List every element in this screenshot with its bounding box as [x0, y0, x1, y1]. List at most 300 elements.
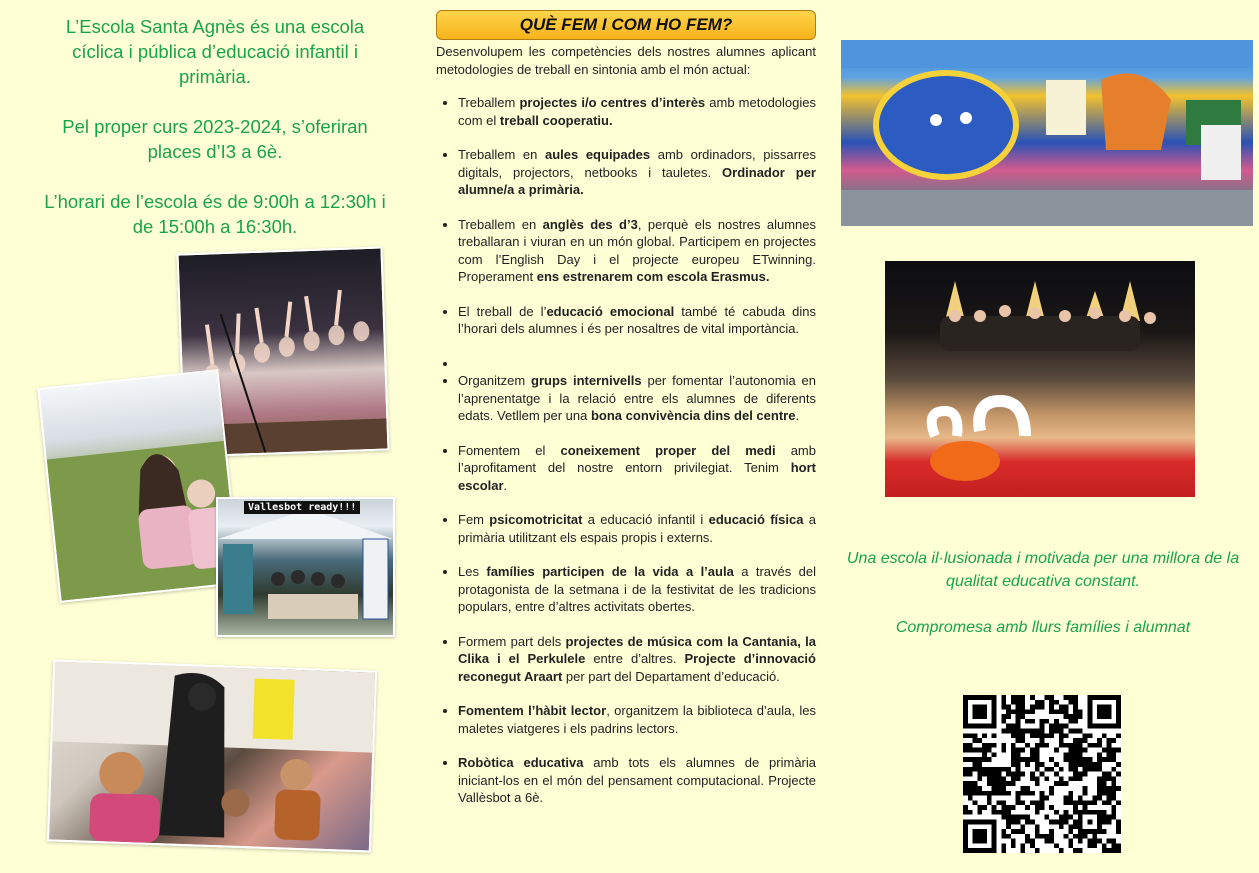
qr-module — [1011, 757, 1016, 762]
qr-module — [1116, 762, 1121, 767]
qr-module — [1073, 824, 1078, 829]
school-schedule-text: L’horari de l’escola és de 9:00h a 12:30h i de 15:00h a 16:30h. — [44, 191, 386, 237]
qr-module — [1020, 824, 1025, 829]
qr-module — [1073, 776, 1078, 781]
qr-module — [1006, 767, 1011, 772]
christmas-illustration — [885, 261, 1195, 497]
qr-module — [1116, 772, 1121, 777]
qr-module — [1064, 695, 1069, 700]
qr-module — [1083, 834, 1088, 839]
activity-text: amb l’aprofitament del nostre entorn privilegiat. Tenim — [458, 442, 816, 475]
qr-module — [977, 738, 982, 743]
qr-module — [1083, 757, 1088, 762]
garden-photo — [37, 369, 241, 603]
qr-module — [1073, 738, 1078, 743]
activity-item — [458, 372, 816, 425]
qr-module — [1016, 714, 1021, 719]
qr-module — [1111, 738, 1116, 743]
qr-module — [1107, 752, 1112, 757]
qr-module — [1011, 843, 1016, 848]
qr-module — [1016, 738, 1021, 743]
activity-highlight: grups internivells — [531, 373, 642, 388]
qr-module — [992, 810, 997, 815]
qr-module — [1107, 800, 1112, 805]
qr-module — [1035, 824, 1040, 829]
qr-module — [1107, 776, 1112, 781]
qr-module — [1035, 767, 1040, 772]
qr-code[interactable] — [963, 695, 1121, 853]
qr-module — [1097, 791, 1102, 796]
qr-module — [1025, 786, 1030, 791]
qr-module — [1006, 705, 1011, 710]
qr-module — [987, 791, 992, 796]
qr-module — [1001, 843, 1006, 848]
qr-module — [1116, 748, 1121, 753]
qr-module — [982, 752, 987, 757]
qr-module — [1001, 781, 1006, 786]
qr-module — [1011, 839, 1016, 844]
qr-module — [1030, 709, 1035, 714]
qr-module — [977, 767, 982, 772]
qr-module — [1116, 829, 1121, 834]
qr-module — [1064, 796, 1069, 801]
qr-module — [1030, 752, 1035, 757]
qr-module — [1049, 733, 1054, 738]
qr-module — [1040, 738, 1045, 743]
qr-module — [1073, 729, 1078, 734]
activity-item — [458, 754, 816, 807]
qr-module — [1059, 819, 1064, 824]
qr-module — [1073, 700, 1078, 705]
qr-module — [992, 776, 997, 781]
qr-module — [1059, 709, 1064, 714]
qr-module — [1073, 772, 1078, 777]
qr-module — [1020, 748, 1025, 753]
qr-module — [997, 786, 1002, 791]
activity-highlight: treball cooperatiu. — [499, 112, 613, 128]
school-places-text: Pel proper curs 2023-2024, s’oferiran places d’I3 a 6è. — [62, 116, 368, 162]
qr-module — [1049, 829, 1054, 834]
qr-finder-module — [1097, 705, 1111, 719]
qr-module — [1064, 705, 1069, 710]
qr-module — [1006, 819, 1011, 824]
qr-module — [1078, 743, 1083, 748]
qr-module — [1016, 762, 1021, 767]
qr-module — [1001, 695, 1006, 700]
qr-module — [1054, 748, 1059, 753]
qr-module — [1116, 848, 1121, 853]
qr-module — [1087, 843, 1092, 848]
vallesbot-caption: Vallesbot ready!!! — [244, 501, 360, 514]
qr-module — [1025, 839, 1030, 844]
qr-module — [1073, 714, 1078, 719]
qr-module — [1073, 752, 1078, 757]
activity-text: , organitzem la biblioteca d’aula, les maletes viatgeres i els padrins lectors. — [458, 703, 816, 736]
qr-module — [1111, 786, 1116, 791]
qr-module — [1035, 705, 1040, 710]
qr-module — [1068, 719, 1073, 724]
qr-module — [1020, 738, 1025, 743]
qr-module — [1001, 815, 1006, 820]
qr-module — [1016, 709, 1021, 714]
qr-module — [968, 767, 973, 772]
qr-module — [1049, 709, 1054, 714]
activities-section — [436, 10, 816, 824]
qr-module — [1001, 810, 1006, 815]
qr-module — [1030, 791, 1035, 796]
activity-text: Treballem — [458, 95, 520, 110]
qr-module — [1107, 819, 1112, 824]
activity-highlight: coneixement proper del medi — [560, 442, 776, 458]
qr-module — [1011, 815, 1016, 820]
qr-module — [1102, 733, 1107, 738]
qr-module — [1054, 719, 1059, 724]
qr-module — [1073, 810, 1078, 815]
qr-module — [1044, 776, 1049, 781]
qr-module — [1011, 695, 1016, 700]
qr-module — [1006, 834, 1011, 839]
activity-item — [458, 303, 816, 338]
qr-module — [1107, 848, 1112, 853]
qr-module — [1078, 800, 1083, 805]
qr-module — [1102, 848, 1107, 853]
qr-module — [992, 733, 997, 738]
qr-module — [1020, 800, 1025, 805]
qr-module — [1059, 815, 1064, 820]
qr-module — [1006, 729, 1011, 734]
qr-module — [1049, 839, 1054, 844]
qr-module — [1102, 781, 1107, 786]
qr-module — [1064, 752, 1069, 757]
qr-module — [982, 743, 987, 748]
qr-module — [1083, 767, 1088, 772]
activity-text: El treball de l’ — [458, 303, 547, 319]
qr-module — [1102, 800, 1107, 805]
activity-highlight: Fomentem l’hàbit lector — [458, 703, 607, 718]
qr-module — [1083, 805, 1088, 810]
qr-module — [1025, 743, 1030, 748]
activity-highlight: educació física — [708, 512, 804, 527]
qr-module — [1025, 791, 1030, 796]
qr-module — [1001, 700, 1006, 705]
qr-module — [1087, 743, 1092, 748]
qr-module — [1040, 700, 1045, 705]
qr-module — [1083, 791, 1088, 796]
qr-module — [1083, 733, 1088, 738]
qr-module — [1006, 815, 1011, 820]
qr-module — [1040, 729, 1045, 734]
qr-module — [1073, 757, 1078, 762]
qr-module — [997, 776, 1002, 781]
qr-module — [1083, 786, 1088, 791]
qr-module — [1078, 738, 1083, 743]
qr-module — [1030, 733, 1035, 738]
qr-module — [1064, 743, 1069, 748]
qr-module — [1102, 748, 1107, 753]
qr-module — [1016, 772, 1021, 777]
activity-item — [458, 563, 816, 616]
qr-module — [1020, 815, 1025, 820]
qr-module — [1068, 815, 1073, 820]
qr-module — [1068, 776, 1073, 781]
qr-module — [973, 800, 978, 805]
qr-module — [1073, 767, 1078, 772]
qr-module — [1083, 800, 1088, 805]
activities-intro: Desenvolupem les competències dels nostres alumnes aplicant metodologies de treball en sintonia amb el món actual: — [436, 44, 816, 77]
qr-module — [1097, 839, 1102, 844]
qr-module — [1097, 757, 1102, 762]
qr-module — [963, 733, 968, 738]
qr-module — [1011, 743, 1016, 748]
qr-module — [1011, 829, 1016, 834]
qr-module — [973, 738, 978, 743]
qr-module — [1116, 819, 1121, 824]
qr-module — [1059, 729, 1064, 734]
activity-highlight: projectes de música com la Cantania, la Clika i el Perkulele — [458, 633, 816, 666]
activity-item — [458, 94, 816, 129]
qr-module — [1001, 800, 1006, 805]
activity-text: a través del protagonista de la setmana i de la festivitat de les tradicions populars, entre d’altres activitats obertes. — [458, 564, 816, 614]
qr-module — [1054, 709, 1059, 714]
activity-text: amb tots els alumnes de primària iniciant-los en el món del pensament computacional. Projecte Vallèsbot a 6è. — [458, 755, 816, 805]
qr-module — [1030, 705, 1035, 710]
qr-module — [1049, 700, 1054, 705]
qr-module — [963, 810, 968, 815]
qr-module — [1049, 767, 1054, 772]
qr-module — [968, 733, 973, 738]
qr-module — [1111, 839, 1116, 844]
qr-module — [1102, 819, 1107, 824]
qr-module — [973, 762, 978, 767]
qr-module — [982, 757, 987, 762]
qr-module — [1001, 705, 1006, 710]
qr-module — [1078, 752, 1083, 757]
qr-module — [1011, 772, 1016, 777]
qr-module — [982, 791, 987, 796]
qr-module — [982, 767, 987, 772]
qr-module — [987, 772, 992, 777]
qr-module — [1107, 839, 1112, 844]
qr-module — [1073, 834, 1078, 839]
qr-module — [992, 805, 997, 810]
qr-module — [1107, 738, 1112, 743]
qr-module — [1102, 810, 1107, 815]
qr-module — [1087, 757, 1092, 762]
qr-module — [1001, 805, 1006, 810]
qr-module — [1064, 781, 1069, 786]
qr-module — [997, 767, 1002, 772]
qr-module — [1030, 695, 1035, 700]
qr-module — [1020, 714, 1025, 719]
qr-module — [963, 805, 968, 810]
activity-text: Treballem en — [458, 147, 545, 162]
qr-module — [1054, 781, 1059, 786]
qr-module — [973, 791, 978, 796]
qr-module — [1011, 709, 1016, 714]
activity-text: Fem — [458, 512, 490, 527]
qr-module — [1040, 719, 1045, 724]
qr-module — [1016, 757, 1021, 762]
qr-module — [1020, 757, 1025, 762]
qr-module — [1078, 848, 1083, 853]
qr-module — [987, 743, 992, 748]
qr-module — [997, 772, 1002, 777]
qr-module — [1035, 757, 1040, 762]
qr-module — [1025, 805, 1030, 810]
qr-module — [1068, 843, 1073, 848]
qr-module — [1035, 800, 1040, 805]
qr-module — [1097, 762, 1102, 767]
qr-module — [1068, 748, 1073, 753]
qr-module — [1025, 719, 1030, 724]
qr-module — [1064, 733, 1069, 738]
qr-module — [1001, 748, 1006, 753]
qr-module — [1059, 767, 1064, 772]
qr-module — [963, 781, 968, 786]
qr-module — [1016, 729, 1021, 734]
qr-module — [1030, 839, 1035, 844]
qr-module — [1111, 815, 1116, 820]
qr-module — [1035, 748, 1040, 753]
qr-module — [992, 752, 997, 757]
qr-module — [1020, 791, 1025, 796]
school-mural-photo — [841, 40, 1253, 226]
qr-module — [1068, 714, 1073, 719]
qr-module — [1078, 796, 1083, 801]
qr-module — [1025, 729, 1030, 734]
vallesbot-illustration — [218, 499, 393, 635]
qr-module — [1040, 805, 1045, 810]
qr-module — [1044, 834, 1049, 839]
qr-module — [1040, 772, 1045, 777]
qr-module — [1054, 810, 1059, 815]
qr-module — [982, 772, 987, 777]
qr-module — [1111, 810, 1116, 815]
qr-module — [1001, 786, 1006, 791]
activity-item — [458, 511, 816, 546]
qr-module — [1035, 729, 1040, 734]
qr-module — [1083, 738, 1088, 743]
activity-highlight: ens estrenarem com escola Erasmus. — [536, 269, 770, 284]
qr-module — [1011, 819, 1016, 824]
qr-module — [968, 748, 973, 753]
qr-module — [1068, 700, 1073, 705]
tagline-line1: Una escola il·lusionada i motivada per una millora de la qualitat educativa constant. — [846, 550, 1240, 590]
qr-module — [1040, 705, 1045, 710]
qr-module — [997, 781, 1002, 786]
activity-text: Les — [458, 564, 487, 579]
qr-module — [992, 767, 997, 772]
qr-module — [1078, 714, 1083, 719]
school-tagline — [841, 548, 1245, 664]
qr-module — [1030, 800, 1035, 805]
activity-text: Fomentem el — [458, 442, 561, 458]
qr-module — [1020, 829, 1025, 834]
activity-highlight: Ordinador per alumne/a a primària. — [458, 164, 816, 197]
qr-module — [1087, 762, 1092, 767]
qr-module — [1006, 714, 1011, 719]
qr-module — [968, 786, 973, 791]
qr-module — [1116, 843, 1121, 848]
christmas-photo — [885, 261, 1195, 497]
qr-module — [1068, 839, 1073, 844]
qr-module — [1035, 848, 1040, 853]
qr-module — [1001, 743, 1006, 748]
qr-module — [1044, 719, 1049, 724]
qr-module — [1006, 810, 1011, 815]
qr-module — [1011, 748, 1016, 753]
qr-module — [1020, 843, 1025, 848]
qr-module — [1068, 743, 1073, 748]
qr-module — [1001, 829, 1006, 834]
qr-module — [1068, 695, 1073, 700]
qr-module — [977, 786, 982, 791]
qr-module — [1078, 757, 1083, 762]
school-intro-text: L’Escola Santa Agnès és una escola cíclica i pública d’educació infantil i primària. — [65, 16, 365, 87]
qr-module — [992, 786, 997, 791]
qr-module — [1020, 700, 1025, 705]
activity-highlight: Robòtica educativa — [458, 755, 584, 770]
qr-module — [1111, 848, 1116, 853]
qr-module — [1068, 729, 1073, 734]
qr-module — [987, 757, 992, 762]
qr-module — [1035, 752, 1040, 757]
qr-module — [963, 757, 968, 762]
activity-text: amb ordinadors, pissarres digitals, projectors, netbooks i tauletes. — [458, 147, 816, 180]
qr-module — [1016, 767, 1021, 772]
qr-finder-module — [973, 705, 987, 719]
qr-module — [1064, 709, 1069, 714]
qr-module — [997, 800, 1002, 805]
qr-module — [1064, 810, 1069, 815]
qr-module — [963, 743, 968, 748]
qr-module — [1102, 786, 1107, 791]
qr-module — [1001, 767, 1006, 772]
qr-module — [1073, 805, 1078, 810]
qr-module — [1025, 819, 1030, 824]
qr-module — [1020, 786, 1025, 791]
qr-module — [1040, 762, 1045, 767]
qr-module — [1030, 729, 1035, 734]
qr-module — [987, 781, 992, 786]
qr-module — [1078, 709, 1083, 714]
qr-module — [1107, 743, 1112, 748]
activity-highlight: anglès des d’3 — [542, 216, 638, 232]
qr-module — [1016, 819, 1021, 824]
qr-module — [1073, 848, 1078, 853]
qr-module — [1064, 800, 1069, 805]
qr-module — [1040, 791, 1045, 796]
qr-module — [963, 748, 968, 753]
qr-module — [973, 757, 978, 762]
qr-module — [1092, 839, 1097, 844]
activity-highlight: bona convivència dins del centre — [590, 408, 796, 423]
qr-module — [1049, 705, 1054, 710]
qr-module — [1092, 796, 1097, 801]
qr-module — [968, 772, 973, 777]
qr-module — [992, 781, 997, 786]
qr-module — [1111, 757, 1116, 762]
qr-module — [1092, 743, 1097, 748]
qr-module — [1001, 834, 1006, 839]
qr-module — [1035, 810, 1040, 815]
section-heading: QUÈ FEM I COM HO FEM? — [436, 10, 816, 40]
qr-module — [977, 791, 982, 796]
qr-module — [1016, 695, 1021, 700]
qr-module — [1107, 791, 1112, 796]
qr-module — [1020, 729, 1025, 734]
qr-module — [1011, 805, 1016, 810]
